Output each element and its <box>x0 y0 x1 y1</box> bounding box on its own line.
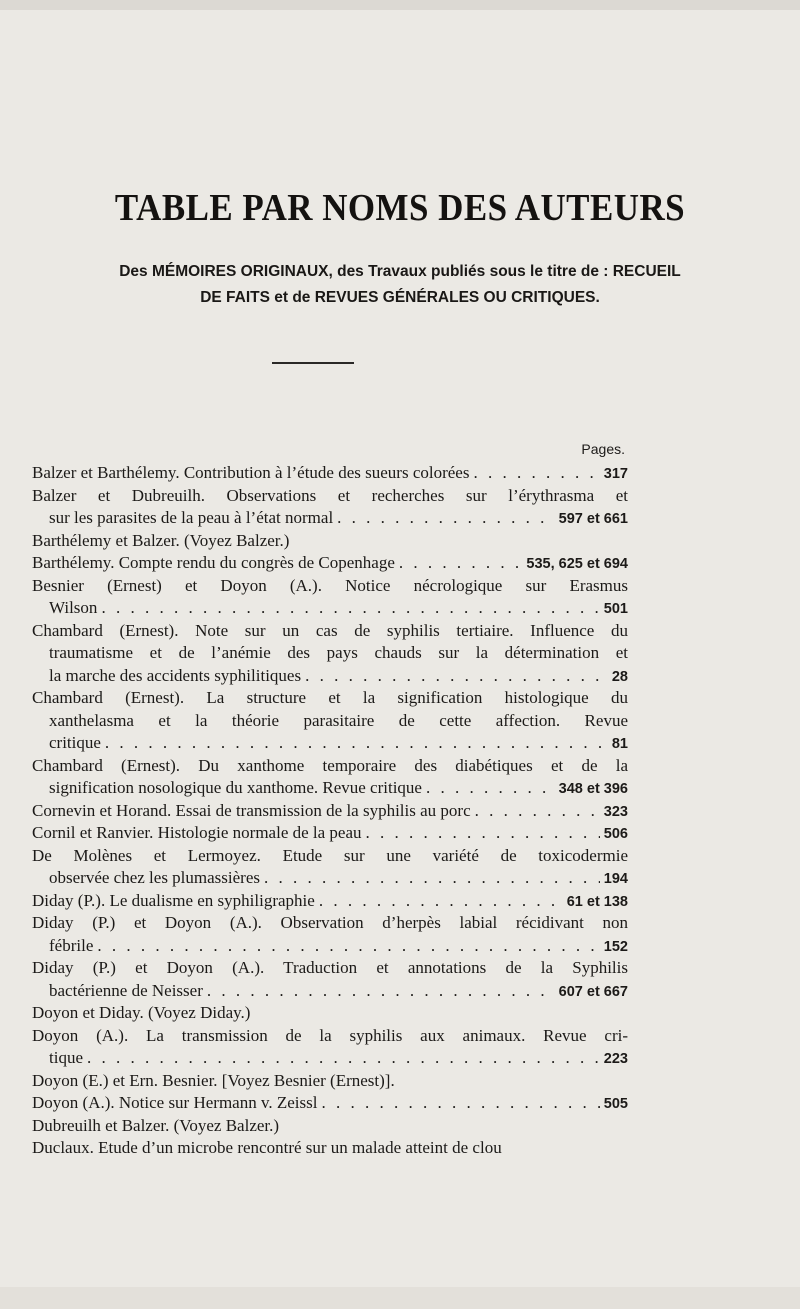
subtitle-line-2: DE FAITS et de REVUES GÉNÉRALES OU CRITIQUES. <box>200 289 600 306</box>
index-entry-line <box>32 1047 628 1070</box>
index-entry-text: Doyon (E.) et Ern. Besnier. [Voyez Besnier (Ernest)]. <box>32 1070 395 1090</box>
index-entry-text: observée chez les plumassières <box>49 868 260 887</box>
page-bottom-edge <box>0 1287 800 1309</box>
index-entry-line <box>32 822 628 845</box>
index-entry <box>32 462 628 485</box>
index-entry-line <box>32 980 628 1003</box>
index-entry-line <box>32 1092 628 1115</box>
page-reference: 501 <box>603 601 628 617</box>
index-entry-line: Diday (P.) et Doyon (A.). Traduction et annotations de la Syphilis <box>32 958 628 977</box>
index-entry-line <box>32 777 628 800</box>
index-entry-line <box>32 665 628 688</box>
page-reference: 323 <box>603 803 628 820</box>
subtitle-line-1: Des MÉMOIRES ORIGINAUX, des Travaux publiés sous le titre de : RECUEIL <box>119 263 681 280</box>
page-reference: 506 <box>603 826 628 842</box>
page-reference: 348 et 396 <box>558 781 628 797</box>
dot-leader <box>426 777 555 800</box>
index-entry-line <box>32 597 628 620</box>
index-entry-text: Wilson <box>49 598 98 617</box>
index-entry-line <box>32 890 628 913</box>
index-entry <box>32 912 628 957</box>
index-entry <box>32 890 628 913</box>
index-entry-text: tique <box>49 1048 83 1067</box>
page-reference: 194 <box>603 871 628 887</box>
pages-column-label: Pages. <box>581 441 625 457</box>
dot-leader <box>97 935 599 958</box>
index-entry-line <box>32 867 628 890</box>
page-reference: 81 <box>611 736 628 752</box>
index-entry-line <box>32 1137 628 1160</box>
index-entry <box>32 755 628 800</box>
dot-leader <box>321 1092 599 1115</box>
index-entry-line: Besnier (Ernest) et Doyon (A.). Notice nécrologique sur Erasmus <box>32 575 628 595</box>
index-entry <box>32 845 628 890</box>
index-entry <box>32 1025 628 1070</box>
index-entry <box>32 1002 628 1025</box>
index-entry-text: Doyon (A.). Notice sur Hermann v. Zeissl <box>32 1093 318 1112</box>
dot-leader <box>475 800 600 823</box>
index-entry-text: sur les parasites de la peau à l’état normal <box>49 508 334 527</box>
page-reference: 317 <box>603 466 628 482</box>
index-entry <box>32 1137 628 1160</box>
index-entry-line <box>32 507 628 530</box>
index-entry-line <box>32 800 628 823</box>
page-reference: 223 <box>603 1051 628 1067</box>
dot-leader <box>207 980 555 1003</box>
index-entry-text: Barthélemy et Balzer. (Voyez Balzer.) <box>32 530 290 550</box>
index-entry-text: Barthélemy. Compte rendu du congrès de Copenhage <box>32 553 395 572</box>
index-entry <box>32 1070 628 1093</box>
dot-leader <box>473 462 599 485</box>
index-entry <box>32 687 628 755</box>
index-entry-text: critique <box>49 733 101 752</box>
index-entry-text: bactérienne de Neisser <box>49 980 203 1000</box>
dot-leader <box>101 597 599 620</box>
index-entry-line <box>32 732 628 755</box>
index-entry-line: Chambard (Ernest). Note sur un cas de syphilis tertiaire. Influence du <box>32 620 628 640</box>
dot-leader <box>264 867 600 890</box>
index-entry-line: Chambard (Ernest). La structure et la signification histologique du <box>32 688 628 707</box>
index-entry-text: Doyon et Diday. (Voyez Diday.) <box>32 1003 251 1022</box>
index-entry <box>32 957 628 1002</box>
index-entry <box>32 620 628 688</box>
divider-rule <box>272 362 354 364</box>
page-reference: 607 et 667 <box>558 983 628 1000</box>
index-entry-line: Chambard (Ernest). Du xanthome temporaire des diabétiques et de la <box>32 755 628 775</box>
index-entry-line: Diday (P.) et Doyon (A.). Observation d’herpès labial récidivant non <box>32 913 628 932</box>
index-entry-text: la marche des accidents syphilitiques <box>49 665 302 685</box>
index-entry-line <box>32 935 628 958</box>
index-entry-line <box>32 552 628 575</box>
index-entry <box>32 800 628 823</box>
dot-leader <box>319 890 563 913</box>
dot-leader <box>305 665 608 688</box>
index-entry-line: Doyon (A.). La transmission de la syphilis aux animaux. Revue cri- <box>32 1025 628 1045</box>
index-entry <box>32 485 628 530</box>
index-entry-line <box>32 530 628 553</box>
index-entry-text: Balzer et Barthélemy. Contribution à l’étude des sueurs colorées <box>32 463 470 482</box>
index-entry-line: Balzer et Dubreuilh. Observations et recherches sur l’érythrasma et <box>32 485 628 505</box>
index-entry-line <box>32 1002 628 1025</box>
index-entry-text: fébrile <box>49 935 94 955</box>
dot-leader <box>337 507 554 530</box>
page-reference: 505 <box>603 1096 628 1112</box>
dot-leader <box>399 552 523 575</box>
page-reference: 28 <box>611 668 628 685</box>
page-reference: 152 <box>603 938 628 955</box>
index-entry-text: Cornevin et Horand. Essai de transmission de la syphilis au porc <box>32 800 471 820</box>
index-entry-text: signification nosologique du xanthome. Revue critique <box>49 778 422 797</box>
index-entry-line: De Molènes et Lermoyez. Etude sur une variété de toxicodermie <box>32 845 628 865</box>
index-entry-text: Diday (P.). Le dualisme en syphiligraphie <box>32 890 315 910</box>
index-entry <box>32 530 628 553</box>
page-reference: 597 et 661 <box>558 511 628 527</box>
index-entry-line <box>32 1070 628 1093</box>
dot-leader <box>105 732 608 755</box>
index-entry <box>32 1092 628 1115</box>
index-entry-line: xanthelasma et la théorie parasitaire de cette affection. Revue <box>49 710 628 730</box>
index-entry <box>32 552 628 575</box>
index-entry-line <box>32 1115 628 1138</box>
index-entry <box>32 822 628 845</box>
index-entry-line: traumatisme et de l’anémie des pays chauds sur la détermination et <box>49 643 628 662</box>
author-index-list <box>32 462 628 1160</box>
dot-leader <box>366 822 600 845</box>
page-top-edge <box>0 0 800 10</box>
page-reference: 61 et 138 <box>566 893 628 910</box>
index-entry <box>32 575 628 620</box>
index-entry-text: Duclaux. Etude d’un microbe rencontré sur un malade atteint de clou <box>32 1138 502 1157</box>
dot-leader <box>87 1047 600 1070</box>
index-entry <box>32 1115 628 1138</box>
index-entry-text: Dubreuilh et Balzer. (Voyez Balzer.) <box>32 1115 280 1135</box>
index-entry-text: Cornil et Ranvier. Histologie normale de la peau <box>32 823 362 842</box>
page-title: TABLE PAR NOMS DES AUTEURS <box>114 187 686 229</box>
index-entry-line <box>32 462 628 485</box>
page-reference: 535, 625 et 694 <box>526 556 628 572</box>
